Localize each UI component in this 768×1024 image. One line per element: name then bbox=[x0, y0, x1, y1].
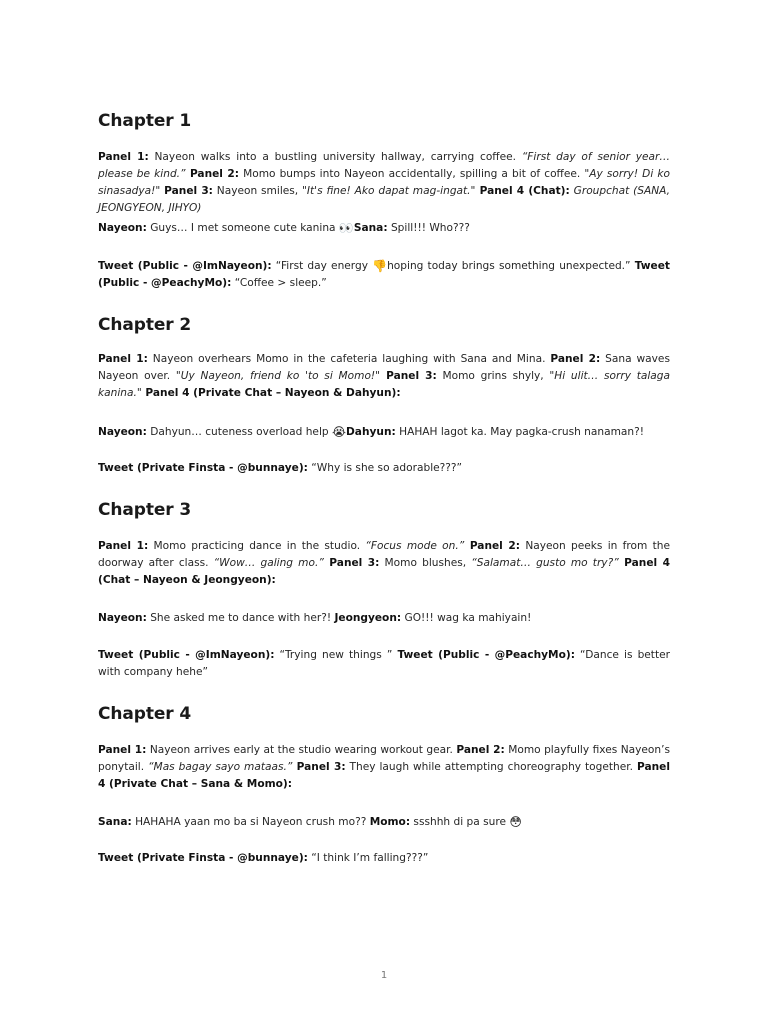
chapter-4-panels-paragraph bbox=[98, 742, 670, 793]
panel-3-quote: “Salamat… gusto mo try?” bbox=[471, 557, 619, 569]
panel-4-label: Panel 4 (Chat): bbox=[475, 185, 570, 197]
tweet-label: Tweet (Public - @ImNayeon): bbox=[98, 649, 275, 661]
panel-1-quote: “First day of senior year… please be kind.” bbox=[98, 151, 670, 180]
chat-message: ssshhh di pa sure bbox=[410, 816, 510, 828]
tweet-text: “Why is she so adorable???” bbox=[307, 462, 463, 474]
chat-speaker: Nayeon: bbox=[98, 612, 147, 624]
chat-message: HAHAHA yaan mo ba si Nayeon crush mo?? bbox=[131, 816, 370, 828]
tweet-label: Tweet (Public - @PeachyMo): bbox=[397, 649, 575, 661]
panel-3-text: Nayeon smiles, bbox=[212, 185, 303, 197]
crying-face-emoji-icon: 😭 bbox=[331, 425, 347, 439]
tweet-label: Tweet (Private Finsta - @bunnaye): bbox=[98, 462, 308, 474]
panel-1-label: Panel 1: bbox=[98, 151, 149, 163]
panel-3-label: Panel 3: bbox=[164, 185, 213, 197]
panel-3-label: Panel 3: bbox=[323, 557, 380, 569]
panel-2-label: Panel 2: bbox=[456, 744, 505, 756]
chat-message: Guys… I met someone cute kanina bbox=[146, 222, 339, 234]
chapter-2-chat-paragraph bbox=[98, 424, 670, 441]
panel-3-label: Panel 3: bbox=[380, 370, 437, 382]
tweet-text: “Trying new things ” bbox=[274, 649, 398, 661]
chapter-1-heading: Chapter 1 bbox=[98, 111, 192, 131]
chat-speaker: Nayeon: bbox=[98, 222, 147, 234]
panel-2-text: Nayeon peeks in from the doorway after class. bbox=[98, 540, 670, 569]
panel-4-label: Panel 4 (Private Chat – Sana & Momo): bbox=[98, 761, 670, 790]
panel-1-text: Nayeon walks into a bustling university hallway, carrying coffee. bbox=[148, 151, 522, 163]
chat-message: She asked me to dance with her?! bbox=[146, 612, 335, 624]
eyes-emoji-icon: 👀 bbox=[338, 221, 354, 235]
tweet-text: “First day energy bbox=[271, 260, 373, 272]
panel-3-text: They laugh while attempting choreography together. bbox=[345, 761, 637, 773]
panel-2-text: Momo bumps into Nayeon accidentally, spilling a bit of coffee. bbox=[238, 168, 585, 180]
panel-1-text: Nayeon overhears Momo in the cafeteria laughing with Sana and Mina. bbox=[147, 353, 551, 365]
panel-4-label: Panel 4 (Private Chat – Nayeon & Dahyun): bbox=[141, 387, 401, 399]
chapter-3-heading: Chapter 3 bbox=[98, 500, 192, 520]
chat-message: Spill!!! Who??? bbox=[387, 222, 470, 234]
chat-speaker: Sana: bbox=[98, 816, 132, 828]
chat-speaker: Dahyun: bbox=[346, 426, 396, 438]
panel-3-label: Panel 3: bbox=[292, 761, 346, 773]
panel-2-label: Panel 2: bbox=[185, 168, 239, 180]
chat-speaker: Nayeon: bbox=[98, 426, 147, 438]
panel-2-label: Panel 2: bbox=[464, 540, 521, 552]
chapter-2-panels-paragraph bbox=[98, 351, 670, 402]
chapter-3-chat-paragraph bbox=[98, 610, 670, 627]
panel-2-quote: "Uy Nayeon, friend ko 'to si Momo!" bbox=[175, 370, 381, 382]
panel-1-label: Panel 1: bbox=[98, 353, 148, 365]
panel-1-text: Nayeon arrives early at the studio wearing workout gear. bbox=[146, 744, 457, 756]
panel-4-label: Panel 4 (Chat – Nayeon & Jeongyeon): bbox=[98, 557, 670, 586]
panel-2-quote: “Wow… galing mo.” bbox=[213, 557, 324, 569]
tweet-label: Tweet (Public - @PeachyMo): bbox=[98, 260, 670, 289]
chat-speaker: Jeongyeon: bbox=[334, 612, 402, 624]
panel-3-quote: "It's fine! Ako dapat mag-ingat." bbox=[302, 185, 476, 197]
panel-3-text: Momo blushes, bbox=[379, 557, 472, 569]
chapter-4-chat-paragraph bbox=[98, 814, 670, 831]
chapter-3-panels-paragraph bbox=[98, 538, 670, 589]
thumbs-down-emoji-icon: 👎 bbox=[372, 259, 388, 273]
page-number: 1 bbox=[380, 970, 388, 981]
chat-message: HAHAH lagot ka. May pagka-crush nanaman?! bbox=[395, 426, 644, 438]
tweet-text: hoping today brings something unexpected.” bbox=[387, 260, 635, 272]
panel-1-label: Panel 1: bbox=[98, 540, 149, 552]
chat-message: GO!!! wag ka mahiyain! bbox=[401, 612, 532, 624]
panel-2-text: Momo playfully fixes Nayeon’s ponytail. bbox=[98, 744, 670, 773]
chapter-1-tweet-paragraph bbox=[98, 258, 670, 292]
tweet-text: “I think I’m falling???” bbox=[307, 852, 429, 864]
chapter-2-heading: Chapter 2 bbox=[98, 315, 192, 335]
chapter-1-panels-paragraph bbox=[98, 149, 670, 217]
tweet-text: “Coffee > sleep.” bbox=[231, 277, 327, 289]
chat-message: Dahyun… cuteness overload help bbox=[146, 426, 332, 438]
tweet-text: “Dance is better with company hehe” bbox=[98, 649, 670, 678]
chapter-2-tweet-paragraph bbox=[98, 460, 670, 477]
panel-2-quote: “Mas bagay sayo mataas.” bbox=[148, 761, 293, 773]
panel-2-label: Panel 2: bbox=[550, 353, 601, 365]
panel-1-quote: “Focus mode on.” bbox=[365, 540, 465, 552]
panel-3-text: Momo grins shyly, bbox=[436, 370, 550, 382]
tweet-label: Tweet (Private Finsta - @bunnaye): bbox=[98, 852, 308, 864]
panel-4-quote: Groupchat (SANA, JEONGYEON, JIHYO) bbox=[98, 185, 670, 214]
panel-1-label: Panel 1: bbox=[98, 744, 147, 756]
chapter-4-heading: Chapter 4 bbox=[98, 704, 192, 724]
tweet-label: Tweet (Public - @ImNayeon): bbox=[98, 260, 272, 272]
panel-1-text: Momo practicing dance in the studio. bbox=[148, 540, 366, 552]
chat-speaker: Sana: bbox=[353, 222, 388, 234]
flushed-face-emoji-icon: 😳 bbox=[509, 815, 522, 829]
panel-2-quote: "Ay sorry! Di ko sinasadya!" bbox=[98, 168, 670, 197]
chapter-1-chat-paragraph bbox=[98, 220, 670, 237]
chapter-4-tweet-paragraph bbox=[98, 850, 670, 867]
panel-2-text: Sana waves Nayeon over. bbox=[98, 353, 670, 382]
chat-speaker: Momo: bbox=[369, 816, 411, 828]
panel-3-quote: "Hi ulit… sorry talaga kanina." bbox=[98, 370, 670, 399]
chapter-3-tweet-paragraph bbox=[98, 647, 670, 681]
